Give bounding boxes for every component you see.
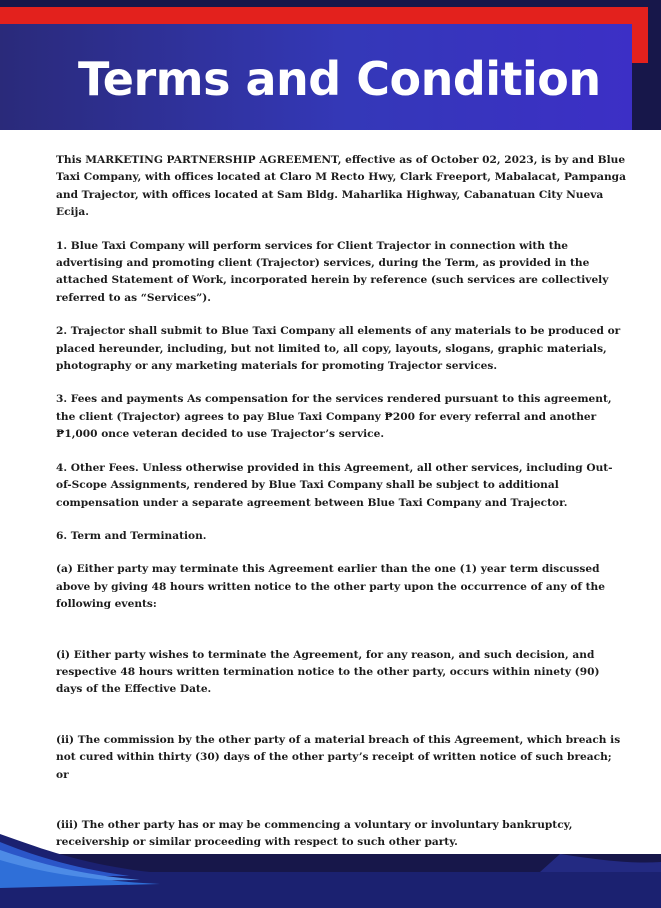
page-title: Terms and Condition [78,52,601,106]
clause-1: 1. Blue Taxi Company will perform services for Client Trajector in connection with the advertising and promoting client (Trajector) services, during the Term, as provided in the attached Statement of Work, incorporated herein by reference (such services are collectively referred to as “Services”). [56,239,609,304]
clause-6-heading: 6. Term and Termination. [56,529,207,542]
clause-6ii: (ii) The commission by the other party of a material breach of this Agreement, which breach is not cured within thirty (30) days of the other party’s receipt of written notice of such breach; or [56,733,621,781]
terms-body [56,152,628,852]
clause-6i: (i) Either party wishes to terminate the Agreement, for any reason, and such decision, and respective 48 hours written termination notice to the other party, occurs within ninety (90) days of the Effective Date. [56,648,600,696]
clause-2: 2. Trajector shall submit to Blue Taxi Company all elements of any materials to be produced or placed hereunder, including, but not limited to, all copy, layouts, slogans, graphic materials, photography or any marketing materials for promoting Trajector services. [56,325,621,373]
clause-3: 3. Fees and payments As compensation for the services rendered pursuant to this agreement, the client (Trajector) agrees to pay Blue Taxi Company ₱200 for every referral and another ₱1,000 once veteran decided to use Trajector’s service. [56,393,612,441]
footer-wave-band [0,820,661,908]
footer-wave-graphic [0,820,661,908]
clause-6iii: (iii) The other party has or may be commencing a voluntary or involuntary bankruptcy, receivership or similar proceeding with respect to such other party. [56,818,573,849]
intro-paragraph: This MARKETING PARTNERSHIP AGREEMENT, effective as of October 02, 2023, is by and Blue Taxi Company, with offices located at Claro M Recto Hwy, Clark Freeport, Mabalacat, Pampanga and Trajector, with offices located at Sam Bldg. Maharlika Highway, Cabanatuan City Nueva Ecija. [56,154,626,219]
clause-6a: (a) Either party may terminate this Agreement earlier than the one (1) year term discussed above by giving 48 hours written notice to the other party upon the occurrence of any of the following events: [56,563,605,611]
clause-4: 4. Other Fees. Unless otherwise provided in this Agreement, all other services, including Out-of-Scope Assignments, rendered by Blue Taxi Company shall be subject to additional compensation under a separate agreement between Blue Taxi Company and Trajector. [56,461,613,509]
